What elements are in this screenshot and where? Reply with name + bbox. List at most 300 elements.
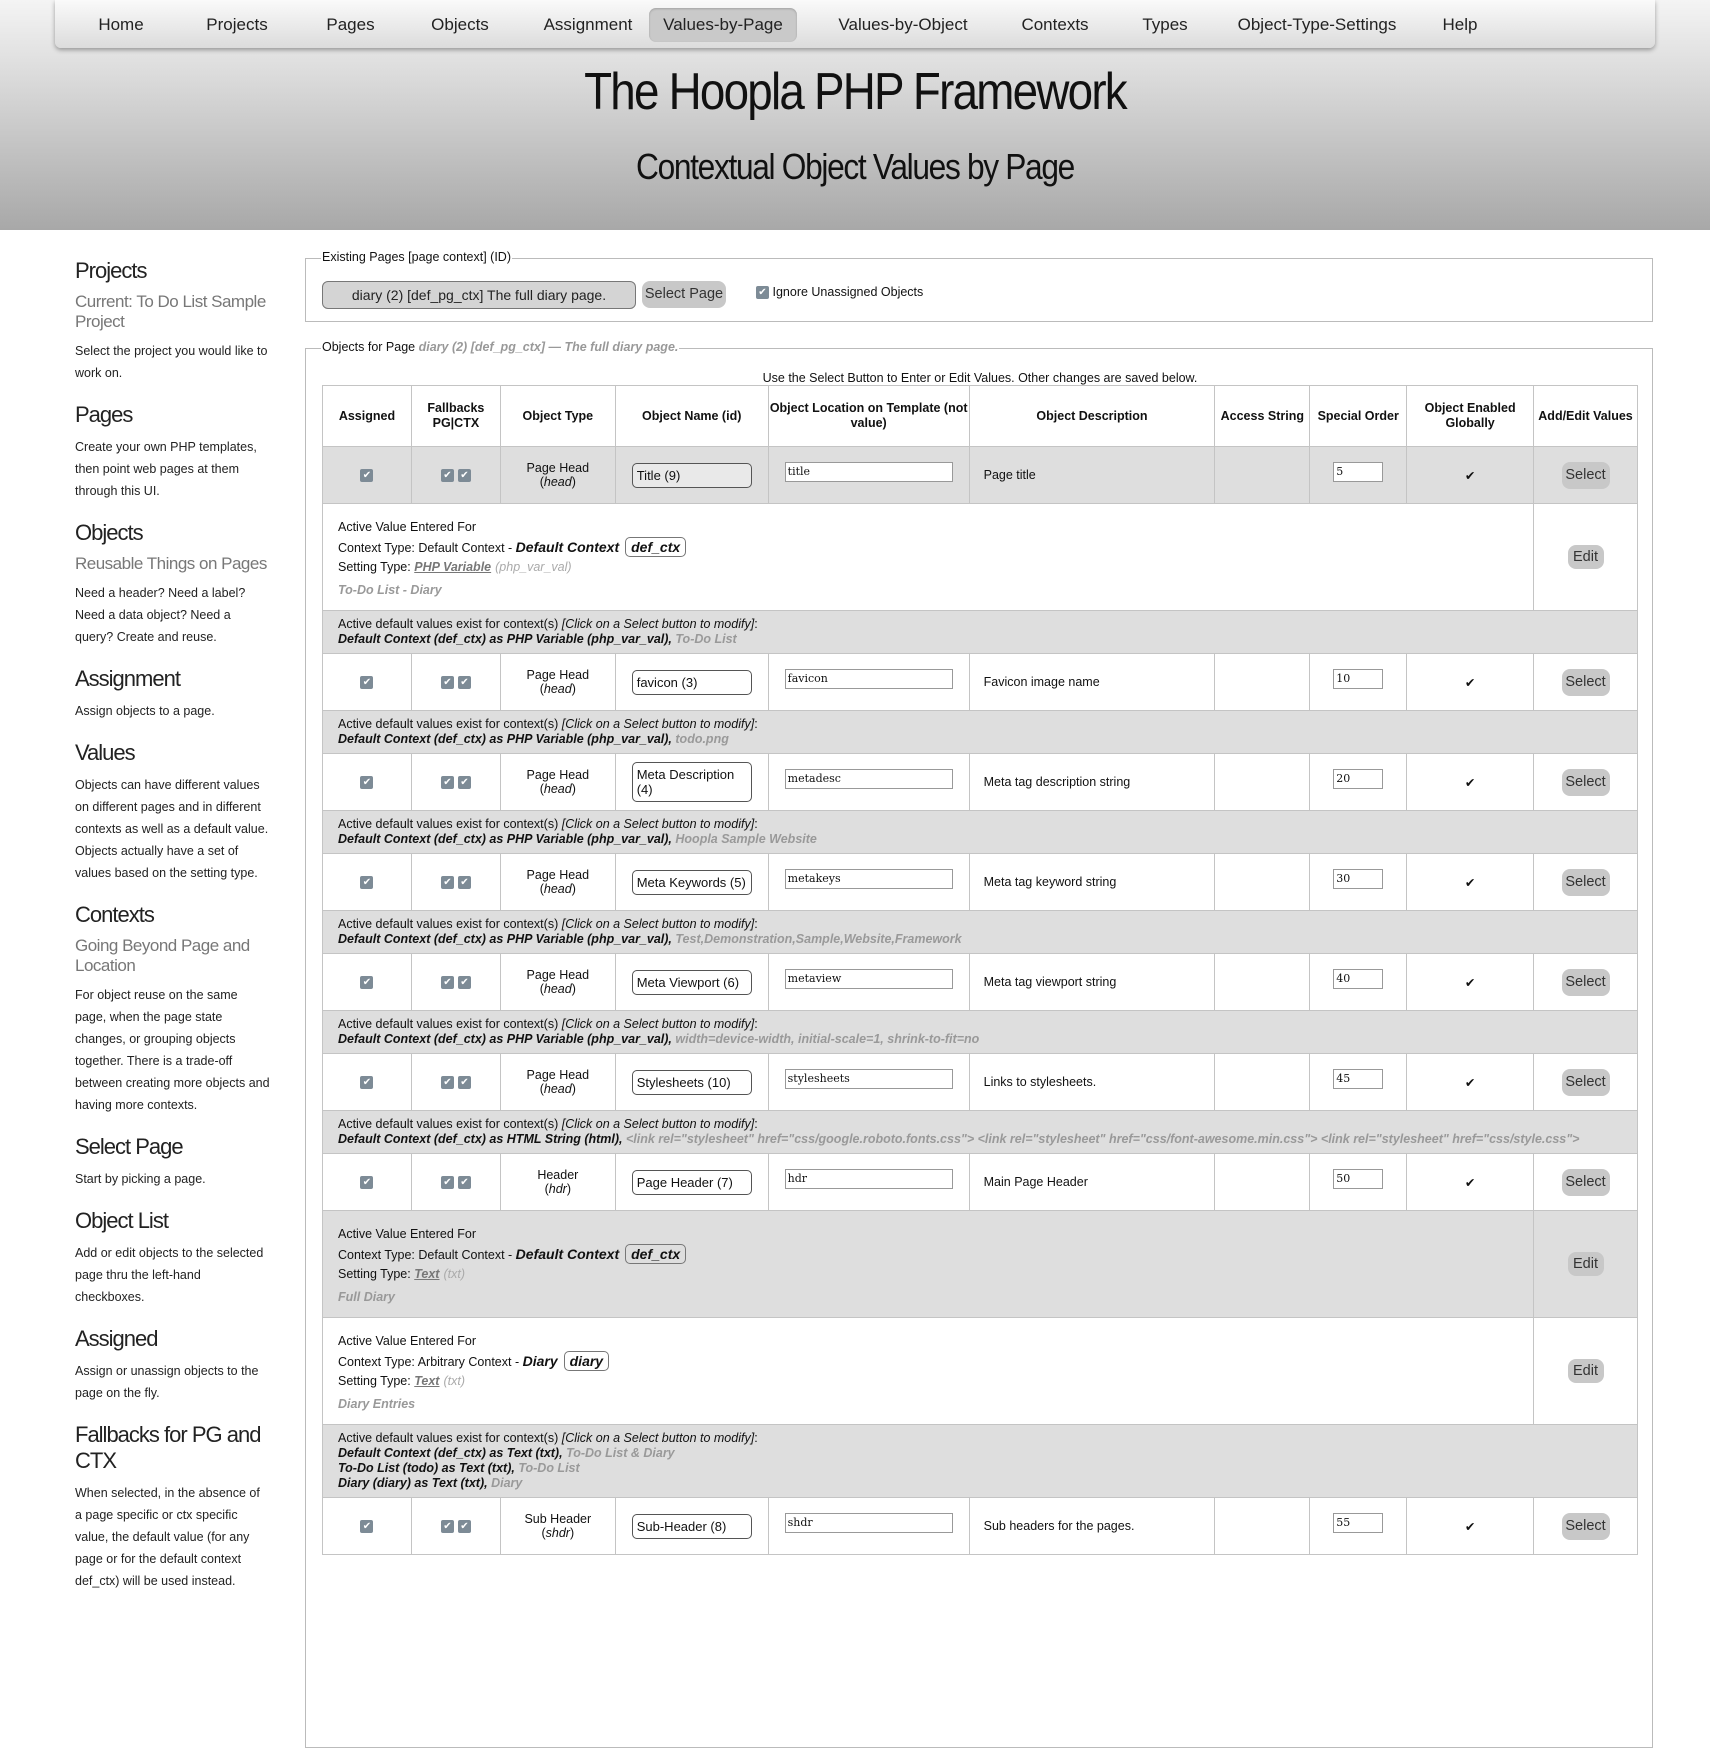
fallbacks-cell: [411, 1498, 500, 1555]
fallback-ctx-checkbox[interactable]: ✔: [458, 1076, 471, 1089]
default-value-line: [338, 732, 1622, 747]
context-code-badge: diary: [564, 1351, 609, 1371]
context-type-label: Context Type:: [338, 1355, 415, 1369]
fallback-ctx-checkbox[interactable]: ✔: [458, 876, 471, 889]
default-values-info: [323, 711, 1638, 754]
object-name-cell: [615, 447, 768, 504]
fallbacks-cell: [411, 654, 500, 711]
sidebar-section: [75, 520, 270, 648]
assigned-cell: [323, 954, 412, 1011]
fallback-pg-checkbox[interactable]: ✔: [441, 676, 454, 689]
sidebar-section: [75, 666, 270, 722]
object-type: Header: [537, 1168, 579, 1182]
sidebar-heading: Assignment: [75, 666, 180, 691]
object-description: Meta tag keyword string: [969, 854, 1215, 911]
object-type: Page Head: [526, 768, 590, 782]
sidebar-subheading: Going Beyond Page and Location: [75, 936, 250, 975]
col-object-location: Object Location on Template (not value): [768, 386, 969, 447]
sidebar-section: [75, 1422, 270, 1592]
edit-cell: [1534, 504, 1638, 611]
sidebar-text: Select the project you would like to work on.: [75, 344, 268, 380]
context-name: Default Context: [515, 539, 620, 555]
default-value-label: Default Context (def_ctx) as HTML String (html),: [338, 1132, 623, 1146]
object-type-code: shdr: [545, 1526, 570, 1540]
default-value-line: [338, 1461, 1622, 1476]
add-edit-cell: [1534, 754, 1638, 811]
objects-legend: [321, 340, 679, 354]
object-location-cell: [768, 447, 969, 504]
sidebar-heading: Assigned: [75, 1326, 158, 1351]
sidebar-heading: Object List: [75, 1208, 168, 1233]
col-access-string: Access String: [1215, 386, 1310, 447]
object-type-cell: Header (hdr): [500, 1154, 615, 1211]
sidebar-heading: Select Page: [75, 1134, 183, 1159]
select-button[interactable]: Select: [1562, 969, 1610, 996]
object-type-code: head: [543, 882, 572, 896]
object-description: Favicon image name: [969, 654, 1215, 711]
default-value: width=device-width, initial-scale=1, shrink-to-fit=no: [675, 1032, 980, 1046]
object-location-cell: [768, 954, 969, 1011]
object-description: Meta tag viewport string: [969, 954, 1215, 1011]
site-title: The Hoopla PHP Framework: [584, 63, 1126, 121]
enabled-globally-mark: ✔: [1407, 954, 1534, 1011]
object-location-cell: [768, 754, 969, 811]
col-object-type: Object Type: [500, 386, 615, 447]
setting-type-line: [338, 1372, 1518, 1391]
col-special-order: Special Order: [1310, 386, 1407, 447]
default-values-info: [323, 1425, 1638, 1498]
object-location-input[interactable]: shdr: [785, 1513, 953, 1533]
context-type-label: Context Type:: [338, 541, 415, 555]
special-order-cell: [1310, 854, 1407, 911]
object-name-cell: [615, 854, 768, 911]
fallback-pg-checkbox[interactable]: ✔: [441, 1520, 454, 1533]
fallback-ctx-checkbox[interactable]: ✔: [458, 776, 471, 789]
nav-projects[interactable]: Projects: [206, 15, 268, 34]
default-values-intro-text: Active default values exist for context(s): [338, 917, 559, 931]
sidebar-heading: Fallbacks for PG and CTX: [75, 1422, 261, 1473]
fallbacks-cell: [411, 1154, 500, 1211]
default-value-label: Default Context (def_ctx) as PHP Variable (php_var_val),: [338, 932, 672, 946]
object-row: [323, 954, 1638, 1011]
object-location-input[interactable]: metakeys: [785, 869, 953, 889]
fallbacks-cell: [411, 1054, 500, 1111]
sidebar-heading: Objects: [75, 520, 143, 545]
access-string[interactable]: [1215, 654, 1310, 711]
default-value-line: [338, 832, 1622, 847]
object-type-code: hdr: [548, 1182, 567, 1196]
default-value-line: [338, 932, 1622, 947]
default-value: To-Do List: [518, 1461, 580, 1475]
context-name: Default Context: [515, 1246, 620, 1262]
select-button[interactable]: Select: [1562, 869, 1610, 896]
objects-table: [322, 385, 1638, 1555]
default-values-click-hint: [Click on a Select button to modify]: [561, 1117, 755, 1131]
setting-type-label: Setting Type:: [338, 1374, 411, 1388]
active-value-info: [323, 504, 1534, 611]
object-location-input[interactable]: metaview: [785, 969, 953, 989]
object-type-code: head: [543, 1082, 572, 1096]
object-type-cell: Page Head (head): [500, 854, 615, 911]
nav-object-type-settings[interactable]: Object-Type-Settings: [1237, 15, 1397, 34]
setting-type-code: (txt): [443, 1374, 466, 1388]
object-location-input[interactable]: hdr: [785, 1169, 953, 1189]
col-assigned: Assigned: [323, 386, 412, 447]
sidebar-text: Create your own PHP templates, then point web pages at them through this UI.: [75, 440, 257, 498]
top-nav: [55, 0, 1655, 48]
object-location-cell: [768, 654, 969, 711]
default-value-label: Diary (diary) as Text (txt),: [338, 1476, 488, 1490]
enabled-globally-mark: ✔: [1407, 1498, 1534, 1555]
default-value-label: To-Do List (todo) as Text (txt),: [338, 1461, 515, 1475]
special-order-input[interactable]: 40: [1333, 969, 1383, 989]
sidebar-section: [75, 258, 270, 384]
enabled-globally-mark: ✔: [1407, 854, 1534, 911]
default-values-info: [323, 1011, 1638, 1054]
fallback-ctx-checkbox[interactable]: ✔: [458, 469, 471, 482]
active-value-info: [323, 1211, 1534, 1318]
active-value-heading: Active Value Entered For: [338, 1334, 477, 1348]
edit-button[interactable]: Edit: [1568, 1359, 1604, 1383]
context-code-badge: def_ctx: [625, 537, 686, 557]
special-order-cell: [1310, 654, 1407, 711]
add-edit-cell: [1534, 1154, 1638, 1211]
default-values-intro: Active default values exist for context(s) [Click on a Select button to modify]:: [338, 917, 758, 931]
default-values-info: [323, 911, 1638, 954]
fallback-ctx-checkbox[interactable]: ✔: [458, 1176, 471, 1189]
context-type-label: Context Type:: [338, 1248, 415, 1262]
object-type: Sub Header: [524, 1512, 592, 1526]
edit-cell: [1534, 1211, 1638, 1318]
nav-values-by-page[interactable]: Values-by-Page: [649, 8, 797, 42]
default-values-info: [323, 811, 1638, 854]
object-name-field[interactable]: Sub-Header (8): [632, 1514, 752, 1539]
special-order-input[interactable]: 50: [1333, 1169, 1383, 1189]
ignore-unassigned[interactable]: [756, 285, 923, 299]
object-description: Sub headers for the pages.: [969, 1498, 1215, 1555]
default-value: To-Do List & Diary: [566, 1446, 675, 1460]
object-name-cell: [615, 1054, 768, 1111]
enabled-globally-mark: ✔: [1407, 754, 1534, 811]
object-type: Page Head: [526, 461, 590, 475]
nav-objects[interactable]: Objects: [431, 15, 489, 34]
sidebar-text: Objects can have different values on different pages and in different contexts as well as a default value. Objects actually have a set of values based on the setting type.: [75, 778, 269, 880]
object-name-field[interactable]: Meta Description (4): [632, 762, 752, 802]
object-location-input[interactable]: title: [785, 462, 953, 482]
select-button[interactable]: Select: [1562, 1069, 1610, 1096]
default-values-row: [323, 1011, 1638, 1054]
sidebar-section: [75, 1208, 270, 1308]
default-value: <link rel="stylesheet" href="css/google.roboto.fonts.css"> <link rel="stylesheet" href="css/font-awesome.min.css"> <link rel="stylesheet" href="css/style.css">: [626, 1132, 1580, 1146]
special-order-input[interactable]: 55: [1333, 1513, 1383, 1533]
assigned-cell: [323, 654, 412, 711]
fallbacks-cell: [411, 854, 500, 911]
default-values-intro-text: Active default values exist for context(s): [338, 617, 559, 631]
object-name-field[interactable]: Page Header (7): [632, 1170, 752, 1195]
object-type: Page Head: [526, 868, 590, 882]
select-button[interactable]: Select: [1562, 769, 1610, 796]
sidebar-section: [75, 902, 270, 1116]
context-type-line: Context Type: Default Context - Default Context def_ctx: [338, 1244, 1518, 1265]
sidebar-heading: Projects: [75, 258, 147, 283]
assigned-checkbox[interactable]: ✔: [360, 469, 373, 482]
objects-hint: Use the Select Button to Enter or Edit Values. Other changes are saved below.: [762, 371, 1198, 385]
active-value-info: [323, 1318, 1534, 1425]
existing-pages-fieldset: [305, 250, 1653, 322]
ignore-unassigned-label: Ignore Unassigned Objects: [772, 285, 924, 299]
nav-pages[interactable]: Pages: [326, 15, 375, 34]
object-location-cell: [768, 854, 969, 911]
context-type: Default Context: [418, 541, 505, 555]
object-location-cell: [768, 1498, 969, 1555]
fallback-pg-checkbox[interactable]: ✔: [441, 1076, 454, 1089]
active-value-heading: Active Value Entered For: [338, 1227, 477, 1241]
nav-help[interactable]: Help: [1442, 15, 1478, 34]
fallback-ctx-checkbox[interactable]: ✔: [458, 676, 471, 689]
object-row: [323, 754, 1638, 811]
default-values-intro: Active default values exist for context(s) [Click on a Select button to modify]:: [338, 1017, 758, 1031]
object-name-field[interactable]: Meta Keywords (5): [632, 870, 752, 895]
setting-type-label: Setting Type:: [338, 1267, 411, 1281]
fallback-pg-checkbox[interactable]: ✔: [441, 1176, 454, 1189]
assigned-cell: [323, 1154, 412, 1211]
default-values-intro: Active default values exist for context(s) [Click on a Select button to modify]:: [338, 617, 758, 631]
special-order-input[interactable]: 20: [1333, 769, 1383, 789]
default-value: To-Do List: [675, 632, 737, 646]
sidebar-text: For object reuse on the same page, when the page state changes, or grouping objects together. There is a trade-off between creating more objects and having more contexts.: [75, 988, 270, 1112]
objects-legend-prefix: Objects for Page: [322, 340, 416, 354]
object-row: [323, 447, 1638, 504]
special-order-input[interactable]: 30: [1333, 869, 1383, 889]
default-values-info: [323, 611, 1638, 654]
default-values-intro-text: Active default values exist for context(s): [338, 1117, 559, 1131]
object-row: [323, 654, 1638, 711]
special-order-input[interactable]: 10: [1333, 669, 1383, 689]
special-order-cell: [1310, 954, 1407, 1011]
assigned-cell: [323, 754, 412, 811]
fallback-pg-checkbox[interactable]: ✔: [441, 876, 454, 889]
assigned-checkbox[interactable]: ✔: [360, 976, 373, 989]
object-type-cell: Sub Header (shdr): [500, 1498, 615, 1555]
default-values-row: [323, 1111, 1638, 1154]
sidebar-heading: Values: [75, 740, 135, 765]
context-type: Default Context: [418, 1248, 505, 1262]
fallbacks-cell: [411, 754, 500, 811]
context-name: Diary: [522, 1353, 558, 1369]
fallback-ctx-checkbox[interactable]: ✔: [458, 976, 471, 989]
assigned-checkbox[interactable]: ✔: [360, 1076, 373, 1089]
sidebar-text: Need a header? Need a label? Need a data object? Need a query? Create and reuse.: [75, 586, 246, 644]
assigned-cell: [323, 1054, 412, 1111]
access-string[interactable]: [1215, 954, 1310, 1011]
setting-type-link[interactable]: PHP Variable: [414, 560, 492, 574]
access-string[interactable]: [1215, 1154, 1310, 1211]
sidebar-section: [75, 1134, 270, 1190]
select-button[interactable]: Select: [1562, 669, 1610, 696]
edit-button[interactable]: Edit: [1568, 1252, 1604, 1276]
default-value-line: [338, 1132, 1622, 1147]
sidebar-text: Assign or unassign objects to the page on the fly.: [75, 1364, 259, 1400]
default-value: Test,Demonstration,Sample,Website,Framework: [675, 932, 962, 946]
object-type-cell: Page Head (head): [500, 1054, 615, 1111]
col-fallbacks: Fallbacks PG|CTX: [411, 386, 500, 447]
access-string[interactable]: [1215, 447, 1310, 504]
special-order-input[interactable]: 45: [1333, 1069, 1383, 1089]
default-value-label: Default Context (def_ctx) as PHP Variable (php_var_val),: [338, 732, 672, 746]
object-description: Meta tag description string: [969, 754, 1215, 811]
enabled-globally-mark: ✔: [1407, 654, 1534, 711]
default-values-click-hint: [Click on a Select button to modify]: [561, 1017, 755, 1031]
special-order-cell: [1310, 1154, 1407, 1211]
setting-type-line: [338, 1265, 1518, 1284]
setting-type-label: Setting Type:: [338, 560, 411, 574]
setting-type-link[interactable]: Text: [414, 1267, 440, 1281]
page-select[interactable]: diary (2) [def_pg_ctx] The full diary page.: [322, 281, 636, 309]
sidebar-heading: Contexts: [75, 902, 154, 927]
nav-types[interactable]: Types: [1142, 15, 1188, 34]
object-row: [323, 1498, 1638, 1555]
default-values-click-hint: [Click on a Select button to modify]: [561, 717, 755, 731]
object-name-field[interactable]: Stylesheets (10): [632, 1070, 752, 1095]
object-type-cell: Page Head (head): [500, 954, 615, 1011]
site-header: [0, 0, 1710, 230]
default-values-intro: Active default values exist for context(s) [Click on a Select button to modify]:: [338, 717, 758, 731]
access-string[interactable]: [1215, 754, 1310, 811]
object-name-cell: [615, 1154, 768, 1211]
edit-button[interactable]: Edit: [1568, 545, 1604, 569]
active-value: Diary Entries: [338, 1397, 416, 1411]
active-value-heading: Active Value Entered For: [338, 520, 477, 534]
object-name-cell: [615, 1498, 768, 1555]
setting-type-code: (txt): [443, 1267, 466, 1281]
add-edit-cell: [1534, 447, 1638, 504]
assigned-checkbox[interactable]: ✔: [360, 1520, 373, 1533]
object-name-field[interactable]: Meta Viewport (6): [632, 970, 752, 995]
assigned-checkbox[interactable]: ✔: [360, 676, 373, 689]
assigned-checkbox[interactable]: ✔: [360, 1176, 373, 1189]
default-values-intro-text: Active default values exist for context(s): [338, 1017, 559, 1031]
col-add-edit-values: Add/Edit Values: [1534, 386, 1638, 447]
sidebar-text: When selected, in the absence of a page specific or ctx specific value, the default value (for any page or for the default context def_ctx) will be used instead.: [75, 1486, 260, 1588]
edit-cell: [1534, 1318, 1638, 1425]
nav-contexts[interactable]: Contexts: [1021, 15, 1089, 34]
object-name-cell: [615, 654, 768, 711]
default-values-row: [323, 611, 1638, 654]
assigned-checkbox[interactable]: ✔: [360, 876, 373, 889]
default-values-row: [323, 911, 1638, 954]
object-type-code: head: [543, 682, 572, 696]
select-button[interactable]: Select: [1562, 462, 1610, 489]
object-name-field[interactable]: favicon (3): [632, 670, 752, 695]
select-page-button[interactable]: Select Page: [642, 281, 726, 308]
default-values-row: [323, 1425, 1638, 1498]
objects-fieldset: [305, 340, 1653, 1748]
setting-type-link[interactable]: Text: [414, 1374, 440, 1388]
default-value-line: [338, 632, 1622, 647]
object-row: [323, 1154, 1638, 1211]
col-object-name: Object Name (id): [615, 386, 768, 447]
assigned-cell: [323, 447, 412, 504]
default-value-label: Default Context (def_ctx) as PHP Variable (php_var_val),: [338, 832, 672, 846]
fallback-pg-checkbox[interactable]: ✔: [441, 776, 454, 789]
object-location-input[interactable]: metadesc: [785, 769, 953, 789]
access-string[interactable]: [1215, 1498, 1310, 1555]
object-location-cell: [768, 1054, 969, 1111]
add-edit-cell: [1534, 1054, 1638, 1111]
select-button[interactable]: Select: [1562, 1169, 1610, 1196]
default-value: Diary: [491, 1476, 523, 1490]
objects-legend-page: diary (2) [def_pg_ctx] — The full diary page.: [418, 340, 679, 354]
sidebar-section: [75, 1326, 270, 1404]
special-order-input[interactable]: 5: [1333, 462, 1383, 482]
object-row: [323, 854, 1638, 911]
default-values-click-hint: [Click on a Select button to modify]: [561, 817, 755, 831]
default-values-row: [323, 711, 1638, 754]
default-values-intro: Active default values exist for context(s) [Click on a Select button to modify]:: [338, 1431, 758, 1445]
page-subtitle: Contextual Object Values by Page: [636, 146, 1074, 187]
fallback-pg-checkbox[interactable]: ✔: [441, 469, 454, 482]
access-string[interactable]: [1215, 854, 1310, 911]
active-value-row: [323, 1211, 1638, 1318]
add-edit-cell: [1534, 854, 1638, 911]
add-edit-cell: [1534, 1498, 1638, 1555]
ignore-unassigned-checkbox[interactable]: ✔: [756, 286, 769, 299]
sidebar-text: Start by picking a page.: [75, 1172, 206, 1186]
existing-pages-legend: Existing Pages [page context] (ID): [322, 250, 511, 264]
default-values-click-hint: [Click on a Select button to modify]: [561, 917, 755, 931]
object-location-input[interactable]: stylesheets: [785, 1069, 953, 1089]
object-description: Links to stylesheets.: [969, 1054, 1215, 1111]
object-type: Page Head: [526, 668, 590, 682]
object-name-cell: [615, 954, 768, 1011]
default-values-intro-text: Active default values exist for context(s): [338, 817, 559, 831]
add-edit-cell: [1534, 654, 1638, 711]
select-button[interactable]: Select: [1562, 1513, 1610, 1540]
access-string[interactable]: [1215, 1054, 1310, 1111]
nav-assignment[interactable]: Assignment: [543, 15, 633, 34]
default-value-label: Default Context (def_ctx) as PHP Variable (php_var_val),: [338, 632, 672, 646]
default-value-line: [338, 1476, 1622, 1491]
fallback-ctx-checkbox[interactable]: ✔: [458, 1520, 471, 1533]
sidebar-section: [75, 740, 270, 884]
col-enabled-globally: Object Enabled Globally: [1407, 386, 1534, 447]
object-type-cell: Page Head (head): [500, 654, 615, 711]
nav-home[interactable]: Home: [98, 15, 144, 34]
fallback-pg-checkbox[interactable]: ✔: [441, 976, 454, 989]
fallbacks-cell: [411, 954, 500, 1011]
object-type-cell: Page Head (head): [500, 754, 615, 811]
assigned-checkbox[interactable]: ✔: [360, 776, 373, 789]
object-type: Page Head: [526, 1068, 590, 1082]
setting-type-code: (php_var_val): [495, 560, 572, 574]
object-name-field[interactable]: Title (9): [632, 463, 752, 488]
object-type: Page Head: [526, 968, 590, 982]
default-value-line: [338, 1446, 1622, 1461]
default-value: Hoopla Sample Website: [675, 832, 817, 846]
special-order-cell: [1310, 1498, 1407, 1555]
default-value: todo.png: [675, 732, 729, 746]
default-values-click-hint: [Click on a Select button to modify]: [561, 1431, 755, 1445]
object-location-input[interactable]: favicon: [785, 669, 953, 689]
object-type-cell: Page Head (head): [500, 447, 615, 504]
object-description: Main Page Header: [969, 1154, 1215, 1211]
object-type-code: head: [543, 982, 572, 996]
sidebar-subheading: Reusable Things on Pages: [75, 554, 267, 573]
enabled-globally-mark: ✔: [1407, 1154, 1534, 1211]
col-object-description: Object Description: [969, 386, 1215, 447]
nav-values-by-object[interactable]: Values-by-Object: [838, 15, 968, 34]
object-description: Page title: [969, 447, 1215, 504]
